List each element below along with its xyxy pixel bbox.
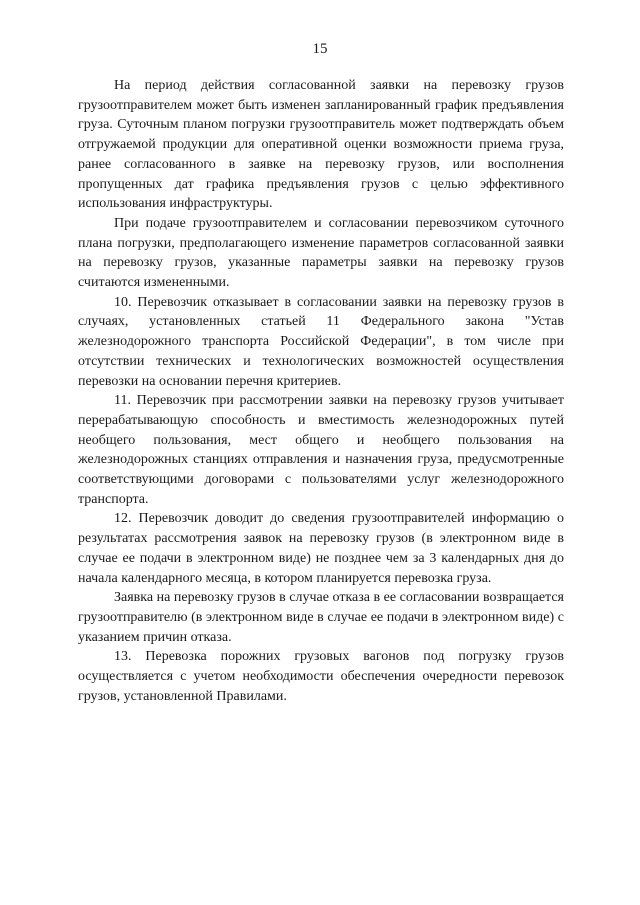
paragraph-12-notification: 12. Перевозчик доводит до сведения грузоотправителей информацию о результатах рассмотрения заявок на перевозку грузов (в электронном виде в случае ее подачи в электронном виде) не позднее чем за 3 календарных дня до начала календарного месяца, в котором планируется перевозка груза. [78, 511, 564, 586]
page-number: 15 [312, 41, 328, 57]
paragraph-10-refusal: 10. Перевозчик отказывает в согласовании заявки на перевозку грузов в случаях, установленных статьей 11 Федерального закона "Устав железнодорожного транспорта Российской Федерации", в том числе при отсутствии технических и технологических возможностей осуществления перевозки на основании перечня критериев. [78, 294, 564, 389]
paragraph-schedule-change: На период действия согласованной заявки на перевозку грузов грузоотправителем может быть изменен запланированный график предъявления груза. Суточным планом погрузки грузоотправитель может подтверждать объем отгружаемой продукции для оперативной оценки возможности приема груза, ранее согласованного в заявке на перевозку грузов, или восполнения пропущенных дат графика предъявления грузов с целью эффективного использования инфраструктуры. [78, 78, 564, 212]
document-body [78, 76, 564, 707]
paragraph-13-empty-wagons: 13. Перевозка порожних грузовых вагонов под погрузку грузов осуществляется с учетом необходимости обеспечения очередности перевозок грузов, установленной Правилами. [78, 649, 564, 704]
paragraph-11-capacity: 11. Перевозчик при рассмотрении заявки на перевозку грузов учитывает перерабатывающую способность и вместимость железнодорожных путей необщего пользования, мест общего и необщего пользования на железнодорожных станциях отправления и назначения груза, предусмотренные соответствующими договорами с пользователями услуг железнодорожного транспорта. [78, 393, 564, 507]
paragraph-refused-return: Заявка на перевозку грузов в случае отказа в ее согласовании возвращается грузоотправителю (в электронном виде в случае ее подачи в электронном виде) с указанием причин отказа. [78, 590, 564, 645]
paragraph-daily-plan: При подаче грузоотправителем и согласовании перевозчиком суточного плана погрузки, предполагающего изменение параметров согласованной заявки на перевозку грузов, указанные параметры заявки на перевозку грузов считаются измененными. [78, 215, 564, 291]
